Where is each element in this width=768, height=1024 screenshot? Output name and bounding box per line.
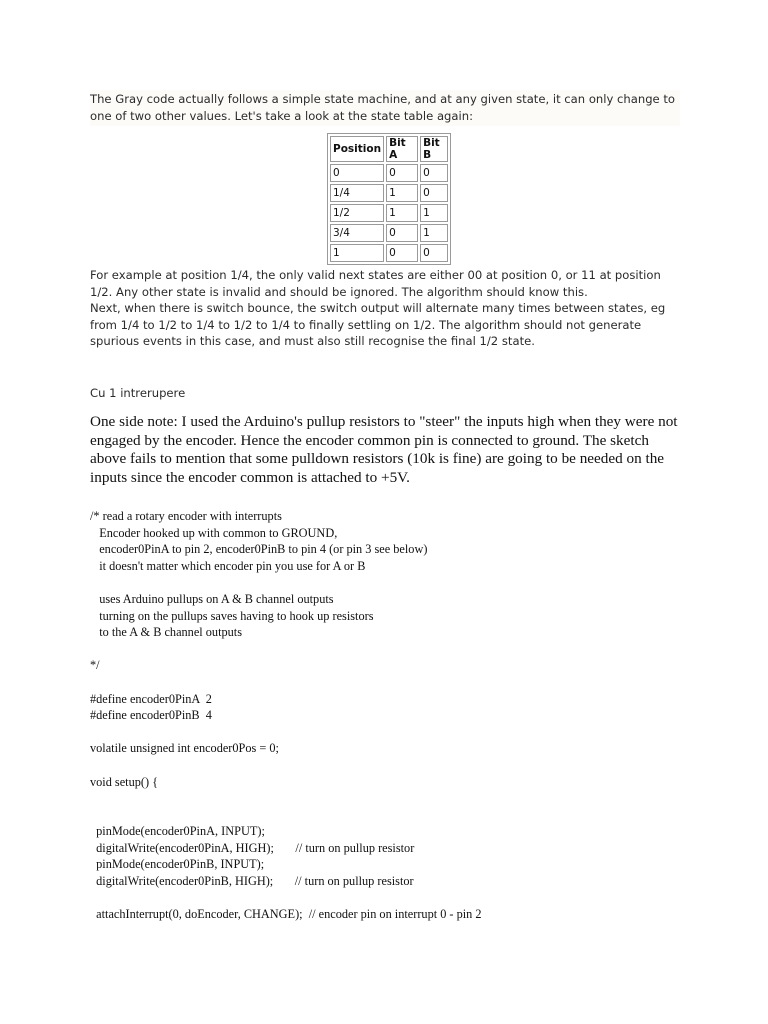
column-header-bit-b: Bit B (420, 136, 448, 162)
side-note-line: One side note: I used the Arduino's pullup resistors to "steer" the inputs high when they were not (90, 413, 678, 430)
code-line: pinMode(encoder0PinB, INPUT); (90, 857, 265, 872)
code-line: encoder0PinA to pin 2, encoder0PinB to pin 4 (or pin 3 see below) (90, 542, 428, 557)
code-line: uses Arduino pullups on A & B channel outputs (90, 591, 334, 606)
intro-line: one of two other values. Let's take a look at the state table again: (90, 108, 473, 123)
table-row (330, 164, 448, 182)
code-line (90, 574, 690, 591)
example-paragraph (90, 267, 680, 350)
table-row (330, 204, 448, 222)
cell-bit-a: 0 (386, 244, 418, 262)
code-line: void setup() { (90, 774, 159, 789)
cell-bit-a: 0 (386, 164, 418, 182)
table-row (330, 244, 448, 262)
table-row (330, 224, 448, 242)
code-line: /* read a rotary encoder with interrupts (90, 509, 282, 523)
example-line: 1/2. Any other state is invalid and should be ignored. The algorithm should know this. (90, 284, 588, 299)
code-line: attachInterrupt(0, doEncoder, CHANGE); // encoder pin on interrupt 0 - pin 2 (90, 907, 482, 922)
code-line (90, 890, 690, 907)
code-line: volatile unsigned int encoder0Pos = 0; (90, 741, 279, 756)
code-line (90, 757, 690, 774)
cell-bit-b: 0 (420, 164, 448, 182)
example-line: spurious events in this case, and must also still recognise the final 1/2 state. (90, 334, 535, 349)
table-row (330, 184, 448, 202)
column-header-position: Position (330, 136, 384, 162)
code-line: #define encoder0PinB 4 (90, 708, 212, 723)
code-line: digitalWrite(encoder0PinA, HIGH); // turn on pullup resistor (90, 840, 415, 855)
code-line: it doesn't matter which encoder pin you use for A or B (90, 558, 366, 573)
side-note-line: engaged by the encoder. Hence the encoder common pin is connected to ground. The sketch (90, 431, 649, 449)
column-header-bit-a: Bit A (386, 136, 418, 162)
intro-paragraph (90, 90, 680, 126)
code-line: #define encoder0PinA 2 (90, 691, 212, 706)
section-label: Cu 1 intrerupere (90, 386, 186, 400)
code-listing (90, 508, 690, 923)
code-line (90, 724, 690, 741)
cell-position: 1/4 (330, 184, 384, 202)
side-note-line: inputs since the encoder common is attached to +5V. (90, 468, 410, 486)
code-line (90, 641, 690, 658)
side-note-line: above fails to mention that some pulldown resistors (10k is fine) are going to be needed on the (90, 450, 665, 467)
cell-position: 3/4 (330, 224, 384, 242)
intro-line: The Gray code actually follows a simple state machine, and at any given state, it can only change to (90, 92, 676, 106)
code-line (90, 674, 690, 691)
example-line: from 1/4 to 1/2 to 1/4 to 1/2 to 1/4 to finally settling on 1/2. The algorithm should not generate (90, 317, 642, 332)
code-line: */ (90, 658, 100, 673)
cell-bit-a: 1 (386, 184, 418, 202)
code-line: digitalWrite(encoder0PinB, HIGH); // turn on pullup resistor (90, 874, 414, 889)
code-line: to the A & B channel outputs (90, 625, 242, 640)
example-line: For example at position 1/4, the only valid next states are either 00 at position 0, or 11 at position (90, 268, 661, 282)
table-header-row (330, 136, 448, 162)
code-line (90, 807, 690, 824)
cell-bit-a: 1 (386, 204, 418, 222)
cell-bit-a: 0 (386, 224, 418, 242)
cell-position: 1 (330, 244, 384, 262)
cell-bit-b: 0 (420, 244, 448, 262)
cell-position: 1/2 (330, 204, 384, 222)
code-line: pinMode(encoder0PinA, INPUT); (90, 824, 265, 839)
code-line: turning on the pullups saves having to hook up resistors (90, 608, 374, 623)
code-line: Encoder hooked up with common to GROUND, (90, 525, 338, 540)
cell-bit-b: 1 (420, 204, 448, 222)
cell-position: 0 (330, 164, 384, 182)
cell-bit-b: 0 (420, 184, 448, 202)
cell-bit-b: 1 (420, 224, 448, 242)
state-table (327, 133, 451, 265)
side-note-paragraph (90, 413, 690, 487)
code-line (90, 790, 690, 807)
example-line: Next, when there is switch bounce, the switch output will alternate many times between states, eg (90, 301, 666, 316)
